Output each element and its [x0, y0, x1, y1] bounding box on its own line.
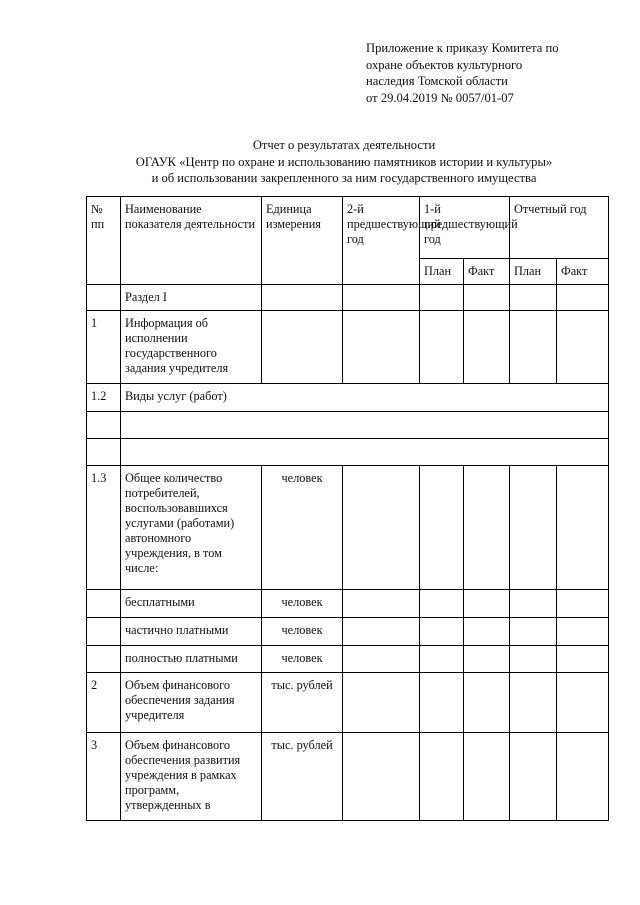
row-unit: человек	[262, 646, 343, 673]
row-name: частично платными	[121, 618, 262, 646]
section-title: Раздел I	[121, 285, 262, 311]
row-name: бесплатными	[121, 590, 262, 618]
table-row	[87, 646, 609, 673]
title-line-3: и об использовании закрепленного за ним государственного имущества	[151, 171, 537, 185]
header-report-plan: План	[510, 259, 557, 285]
report-title	[84, 137, 604, 187]
header-unit: Единица измерения	[262, 197, 343, 285]
annex-header	[366, 40, 559, 106]
row-num: 1.2	[87, 384, 121, 412]
header-report-fact: Факт	[557, 259, 609, 285]
header-num: № пп	[87, 197, 121, 285]
row-num: 1	[87, 311, 121, 384]
row-name: Виды услуг (работ)	[121, 384, 609, 412]
title-line-2: ОГАУК «Центр по охране и использованию памятников истории и культуры»	[135, 154, 553, 169]
annex-line-2: охране объектов культурного	[366, 57, 523, 72]
table-row	[87, 590, 609, 618]
header-report: Отчетный год	[510, 197, 609, 259]
header-name: Наименование показателя деятельности	[121, 197, 262, 285]
header-prev1: 1-й предшествующий год	[420, 197, 510, 259]
row-unit: человек	[262, 618, 343, 646]
table-row	[87, 673, 609, 733]
annex-line-4: от 29.04.2019 № 0057/01-07	[366, 90, 514, 105]
row-unit: человек	[262, 590, 343, 618]
table-row	[87, 285, 609, 311]
header-prev1-fact: Факт	[464, 259, 510, 285]
row-unit: человек	[262, 466, 343, 590]
row-unit: тыс. рублей	[262, 733, 343, 821]
table-row	[87, 466, 609, 590]
table-row	[87, 412, 609, 439]
row-num: 3	[87, 733, 121, 821]
row-name: Информация об исполнении государственного задания учредителя	[121, 311, 262, 384]
row-name: Объем финансового обеспечения развития учреждения в рамках программ, утвержденных в	[121, 733, 262, 821]
report-table	[86, 196, 609, 821]
annex-line-1: Приложение к приказу Комитета по	[366, 41, 559, 55]
row-num: 1.3	[87, 466, 121, 590]
row-num: 2	[87, 673, 121, 733]
header-prev2: 2-й предшествующий год	[343, 197, 420, 285]
row-unit: тыс. рублей	[262, 673, 343, 733]
table-row	[87, 311, 609, 384]
row-name: Объем финансового обеспечения задания учредителя	[121, 673, 262, 733]
table-row	[87, 384, 609, 412]
table-row	[87, 733, 609, 821]
row-name: Общее количество потребителей, воспользовавшихся услугами (работами) автономного учреждения, в том числе:	[121, 466, 262, 590]
header-row	[87, 197, 609, 259]
table-row	[87, 439, 609, 466]
annex-line-3: наследия Томской области	[366, 74, 508, 88]
title-line-1: Отчет о результатах деятельности	[252, 138, 436, 152]
row-name: полностью платными	[121, 646, 262, 673]
header-prev1-plan: План	[420, 259, 464, 285]
table-row	[87, 618, 609, 646]
